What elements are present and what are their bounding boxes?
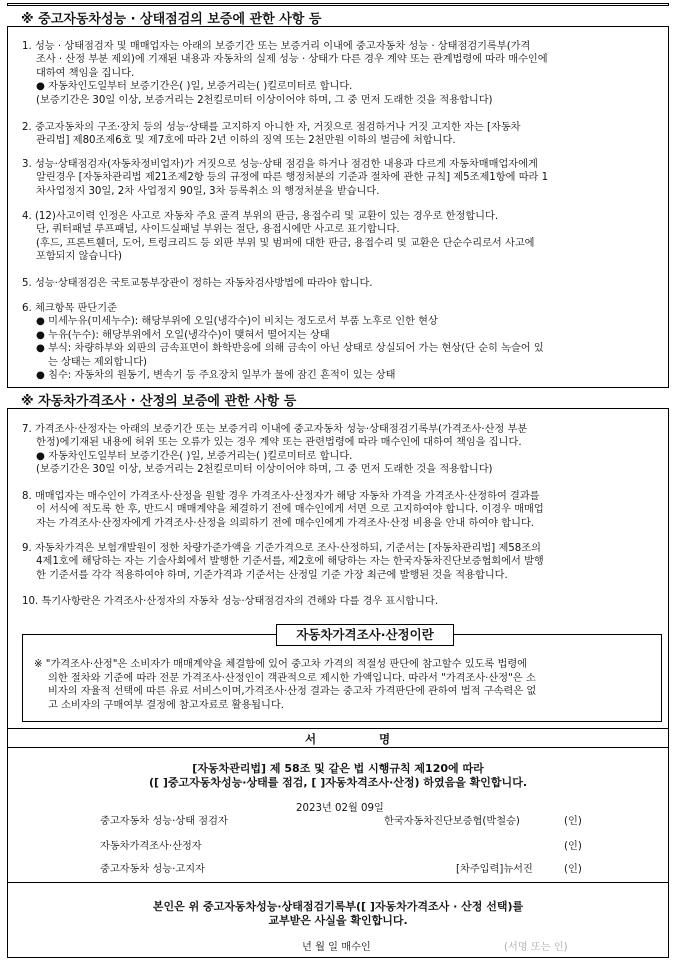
item-line: 한 기준서를 각각 적용하여야 하며, 기준가격과 기준서는 산정일 기준 가장 최근에 발행된 것을 적용합니다. [36, 569, 508, 581]
item-line: 단, 쿼터패널 루프패널, 사이드실패널 부위는 절단, 용접시에만 사고로 표기합니다. [36, 224, 400, 236]
item-10 [22, 595, 657, 608]
definition-line: 의한 절차와 기준에 따라 전문 가격조사·산정인이 객관적으로 제시한 가액입니다. 따라서 "가격조사·산정"은 소 [48, 672, 536, 684]
confirm-line: ([ ]중고자동차성능·상태를 점검, [ ]자동차격조사·산정) 하였음을 확인합니다. [148, 776, 527, 789]
buyer-date: 년 월 일 매수인 [302, 942, 371, 953]
signature-label-left: 서 [305, 732, 317, 746]
divider [7, 882, 669, 883]
section2-title: ※ 자동차가격조사 · 산정의 보증에 관한 사항 등 [21, 394, 297, 409]
divider [452, 634, 662, 635]
criteria-line: ● 침수: 자동차의 원동기, 변속기 등 주요장치 일부가 물에 잠긴 흔적이 있는 상태 [36, 370, 396, 382]
definition-title: 자동차가격조사·산정이란 [276, 624, 454, 646]
item-6 [22, 302, 657, 382]
item-line: (보증기간은 30일 이상, 보증거리는 2천킬로미터 이상이어야 하며, 그 중 먼저 도래한 것을 적용합니다) [36, 94, 493, 106]
item-line: 2. 중고자동차의 구조·장치 등의 성능·상태를 고지하지 아니한 자, 거짓으로 점검하거나 거짓 고지한 자는 [자동차 [22, 122, 521, 133]
item-line: 조사 · 산정 부분 제외)에 기재된 내용과 자동차의 실제 성능 · 상태가 다른 경우 계약 또는 관계법령에 따라 매수인에 [36, 54, 548, 66]
item-4 [22, 210, 657, 264]
item-line: 5. 성능·상태점검은 국토교통부장관이 정하는 자동차검사방법에 따라야 합니다. [22, 278, 373, 289]
item-2 [22, 121, 657, 148]
warranty-line: ● 자동차인도일부터 보증기간은( )일, 보증거리는( )킬로미터로 합니다. [36, 81, 353, 93]
inspection-date: 2023년 02월 09일 [296, 803, 384, 814]
signer-name: 한국자동차진단보증협(박철승) [384, 816, 520, 827]
definition-line: ※ "가격조사·산정"은 소비자가 매매계약을 체결함에 있어 중고차 가격의 적절성 판단에 참고할수 있도록 법령에 [34, 659, 528, 670]
seal-mark: (인) [564, 841, 582, 852]
signer-role: 중고자동차 성능·고지자 [100, 864, 205, 875]
item-line: 6. 체크항목 판단기준 [22, 303, 117, 314]
item-9 [22, 542, 657, 582]
seal-mark: (인) [564, 864, 582, 875]
item-8 [22, 490, 657, 530]
definition-text [34, 658, 654, 712]
seal-mark: (인) [564, 816, 582, 827]
section1-heading [7, 5, 669, 27]
signer-role: 자동차가격조사·산정자 [100, 841, 202, 852]
item-5 [22, 277, 657, 290]
item-line: 1. 성능 · 상태점검자 및 매매업자는 아래의 보증기간 또는 보증거리 이내에 중고자동차 성능 · 상태점검기록부(가격 [22, 41, 531, 52]
item-line: 알린경우 [자동차관리법 제21조제2항 등의 규정에 따른 행정처분의 기준과 절차에 관한 규칙] 제5조제1항에 따라 1 [36, 172, 549, 184]
item-3 [22, 158, 657, 198]
criteria-line: ● 누유(누수): 해당부위에서 오일(냉각수)이 맺혀서 떨어지는 상태 [36, 329, 330, 341]
item-1 [22, 40, 657, 107]
item-line: (후드, 프론트휀더, 도어, 트렁크리드 등 외판 부위 및 범퍼에 대한 판금, 용접수리 및 교환은 단순수리로서 사고에 [36, 237, 535, 249]
confirm-line: [자동차관리법] 제 58조 및 같은 법 시행규칙 제120에 따라 [192, 762, 484, 775]
signature-label-right: 명 [379, 732, 391, 746]
receipt-line: 본인은 위 중고자동차성능·상태점검기록부([ ]자동차가격조사 · 산정 선택)를 [152, 900, 524, 913]
item-line: 8. 매매업자는 매수인이 가격조사·산정을 원할 경우 가격조사·산정자가 해당 자동차 가격을 가격조사·산정하여 결과를 [22, 491, 540, 502]
item-line: 7. 가격조사·산정자는 아래의 보증기간 또는 보증거리 이내에 중고자동차 성능·상태점검기록부(가격조사·산정 부분 [22, 424, 528, 435]
item-line: 대하여 책임을 집니다. [36, 67, 135, 79]
item-line: 10. 특기사항란은 가격조사·산정자의 자동차 성능·상태점검자의 견해와 다를 경우 표시합니다. [22, 596, 438, 607]
item-line: 관리법] 제80조제6호 및 제7호에 따라 2년 이하의 징역 또는 2천만원 이하의 벌금에 처합니다. [36, 135, 456, 147]
item-line: 3. 성능·상태점검자(자동차정비업자)가 거짓으로 성능·상태 점검을 하거나 점검한 내용과 다르게 자동차매매업자에게 [22, 159, 538, 170]
item-7 [22, 423, 657, 477]
item-line: 차사업정지 30일, 2차 사업정지 90일, 3차 등록취소 의 행정처분을 받습니다. [36, 185, 380, 197]
warranty-line: ● 자동차인도일부터 보증기간은( )일, 보증거리는( )킬로미터로 합니다. [36, 450, 353, 462]
definition-line: 고 소비자의 구매여부 결정에 참고자료로 활용됩니다. [48, 699, 284, 711]
signature-header [7, 728, 669, 748]
section1-title: ※ 중고자동차성능 · 상태점검의 보증에 관한 사항 등 [21, 12, 322, 27]
divider [22, 634, 276, 635]
item-line: 자는 가격조사·산정자에게 가격조사·산정을 의뢰하기 전에 매수인에게 가격조사·산정 비용을 안내 하여야 합니다. [36, 517, 535, 529]
item-line: 4제1호에 해당하는 자는 기술사회에서 발행한 기준서를, 제2호에 해당하는 자는 한국자동차진단보증협회에서 발행 [36, 556, 544, 568]
item-line: (보증기간은 30일 이상, 보증거리는 2천킬로미터 이상이어야 하며, 그 중 먼저 도래한 것을 적용합니다) [36, 464, 493, 476]
criteria-line: 는 상태는 제외합니다) [48, 356, 148, 368]
signer-name: [차주입력]뉴서진 [456, 864, 533, 875]
item-line: 9. 자동차가격은 보험개발원이 정한 차량가준가액을 기준가격으로 조사·산정하되, 기준서는 [자동차관리법] 제58조의 [22, 543, 541, 554]
criteria-line: ● 부식: 차량하부와 외판의 금속표면이 화학반응에 의해 금속이 아닌 상태로 상실되어 가는 현상(단 순히 녹슬어 있 [36, 343, 544, 355]
receipt-line: 교부받은 사실을 확인합니다. [268, 914, 408, 927]
signer-role: 중고자동차 성능·상태 점검자 [100, 816, 228, 827]
receipt-statement [7, 900, 669, 928]
item-line: 포함되지 않습니다) [36, 251, 122, 263]
confirmation-statement [7, 762, 669, 790]
item-line: 이 서식에 적도록 한 후, 반드시 매매계약을 체결하기 전에 매수인에게 서면 으로 고지하여야 합니다. 이경우 매매업 [36, 504, 544, 516]
item-line: 4. (12)사고이력 인정은 사고로 자동차 주요 골격 부위의 판금, 용접수리 및 교환이 있는 경우로 한정합니다. [22, 211, 499, 222]
criteria-line: ● 미세누유(미세누수): 해당부위에 오일(냉각수)이 비치는 정도로서 부품 노후로 인한 현상 [36, 316, 438, 328]
buyer-signature-field[interactable]: (서명 또는 인) [504, 942, 568, 953]
item-line: 한정)에기재된 내용에 허위 또는 오류가 있는 경우 계약 또는 관련법령에 따라 매수인에 대하여 책임을 집니다. [36, 437, 522, 449]
section2-heading [7, 387, 669, 409]
definition-line: 비자의 자율적 선택에 따른 유료 서비스이며,가격조사·산정 결과는 중고차 가격판단에 관하여 법적 구속력은 없 [48, 686, 537, 698]
